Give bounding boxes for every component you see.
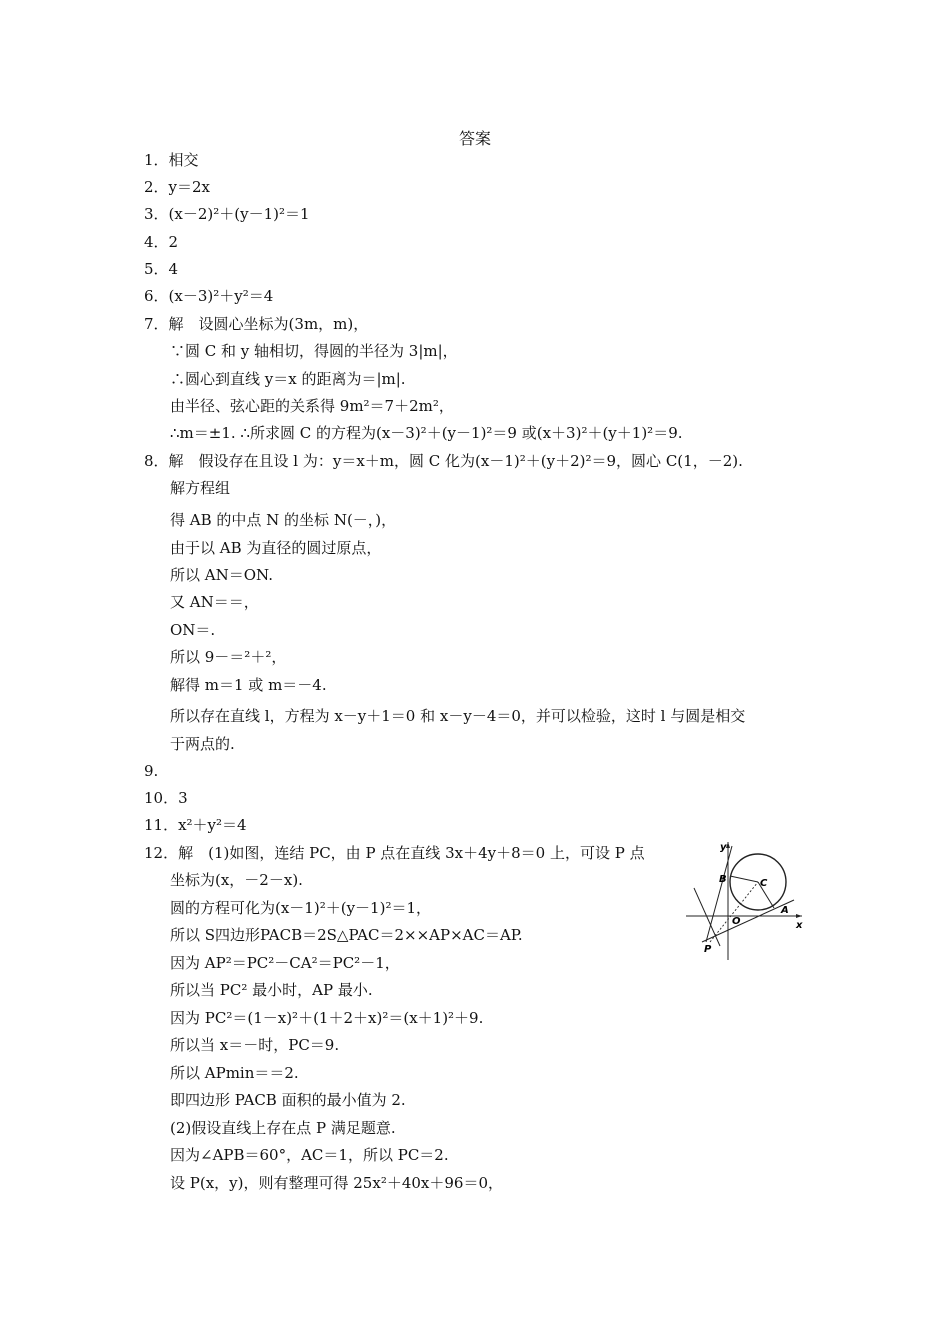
segment-pc (710, 882, 758, 942)
answer-11: 11．x²＋y²＝4 (144, 816, 247, 834)
answer-4: 4．2 (144, 233, 179, 251)
answer-12: 12．解 (1)如图，连结 PC，由 P 点在直线 3x＋4y＋8＝0 上，可设 P 点 (144, 844, 645, 862)
answer-12-line-12: 设 P(x，y)，则有整理可得 25x²＋40x＋96＝0， (170, 1174, 504, 1192)
answer-8-line-1: 解方程组 (170, 479, 231, 497)
answer-8-line-7: 所以 9－＝²＋²， (170, 648, 287, 666)
x-axis-arrow (796, 914, 802, 918)
answer-7-line-4: ∴m＝±1. ∴所求圆 C 的方程为(x－3)²＋(y－1)²＝9 或(x＋3)²＋(y＋1)²＝9. (170, 424, 683, 442)
answer-7: 7．解 设圆心坐标为(3m，m)， (144, 315, 369, 333)
answer-12-line-3: 所以 S四边形PACB＝2S△PAC＝2××AP×AC＝AP. (170, 926, 523, 944)
answer-5: 5．4 (144, 260, 179, 278)
y-axis-arrow (726, 842, 730, 848)
label-x: x (796, 920, 803, 931)
page-title: 答案 (458, 129, 491, 148)
label-y: y (720, 842, 727, 853)
answer-12-line-9: 即四边形 PACB 面积的最小值为 2. (170, 1091, 406, 1109)
geometry-figure (684, 838, 808, 962)
answer-9: 9. (144, 762, 159, 780)
answer-7-line-2: ∴圆心到直线 y＝x 的距离为＝|m|. (170, 370, 406, 388)
answer-8-line-2: 得 AB 的中点 N 的坐标 N(－，)， (170, 511, 397, 529)
answer-12-line-11: 因为∠APB＝60°，AC＝1，所以 PC＝2. (170, 1146, 449, 1164)
answer-10: 10．3 (144, 789, 188, 807)
segment-cb (730, 876, 758, 882)
answer-12-line-10: (2)假设直线上存在点 P 满足题意. (170, 1119, 396, 1137)
answer-8-line-4: 所以 AN＝ON. (170, 566, 273, 584)
label-o: O (732, 916, 741, 927)
answer-12-line-5: 所以当 PC² 最小时，AP 最小. (170, 981, 373, 999)
answer-12-line-1: 坐标为(x，－2－x). (170, 871, 303, 889)
answer-7-line-3: 由半径、弦心距的关系得 9m²＝7＋2m²， (170, 397, 454, 415)
answer-8-line-8: 解得 m＝1 或 m＝－4. (170, 676, 327, 694)
answer-12-line-4: 因为 AP²＝PC²－CA²＝PC²－1， (170, 954, 400, 972)
answer-12-line-7: 所以当 x＝－时，PC＝9. (170, 1036, 340, 1054)
answer-1: 1．相交 (144, 151, 199, 169)
answer-8-line-10: 于两点的. (170, 735, 235, 753)
label-a: A (781, 905, 789, 916)
label-p: P (704, 944, 712, 955)
answer-12-line-8: 所以 APmin＝＝2. (170, 1064, 299, 1082)
answer-12-line-6: 因为 PC²＝(1－x)²＋(1＋2＋x)²＝(x＋1)²＋9. (170, 1009, 484, 1027)
answer-6: 6．(x－3)²＋y²＝4 (144, 287, 274, 305)
answer-8: 8．解 假设存在且设 l 为：y＝x＋m，圆 C 化为(x－1)²＋(y＋2)²＝9，圆心 C(1，－2). (144, 452, 743, 470)
answer-12-line-2: 圆的方程可化为(x－1)²＋(y－1)²＝1， (170, 899, 431, 917)
answer-2: 2．y＝2x (144, 178, 211, 196)
answer-8-line-6: ON＝. (170, 621, 216, 639)
answer-8-line-9: 所以存在直线 l，方程为 x－y＋1＝0 和 x－y－4＝0，并可以检验，这时 l 与圆是相交 (170, 707, 746, 725)
label-c: C (760, 878, 768, 889)
answer-8-line-5: 又 AN＝＝， (170, 593, 259, 611)
answer-3: 3．(x－2)²＋(y－1)²＝1 (144, 205, 310, 223)
label-b: B (719, 874, 727, 885)
answer-8-line-3: 由于以 AB 为直径的圆过原点， (170, 539, 382, 557)
answer-7-line-1: ∵圆 C 和 y 轴相切，得圆的半径为 3|m|， (170, 342, 458, 360)
